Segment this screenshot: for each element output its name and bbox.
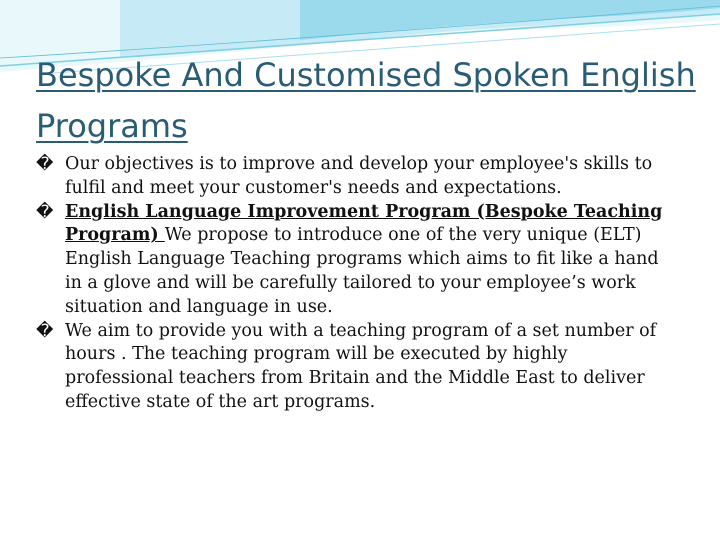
bullet-text: We propose to introduce one of the very unique (ELT) English Language Teaching programs which aims to fit like a hand in a glove and will be carefully tailored to your employee’s work situation and language in use. [65, 225, 659, 317]
bullet-list [36, 153, 676, 415]
bullet-item-teaching [36, 320, 676, 415]
bullet-icon: � [36, 201, 54, 222]
bullet-item-program [36, 201, 676, 320]
bullet-icon: � [36, 154, 54, 174]
slide-title: Bespoke And Customised Spoken English Programs [36, 56, 696, 145]
bullet-text: Our objectives is to improve and develop your employee's skills to fulfil and meet your customer's needs and expectations. [65, 154, 653, 198]
bullet-icon: � [36, 320, 54, 341]
program-name-emphasis: English Language Improvement Program (Bespoke Teaching Program) [65, 201, 663, 246]
bullet-text: We aim to provide you with a teaching program of a set number of hours . The teaching program will be executed by highly professional teachers from Britain and the Middle East to deliver effective state of the art programs. [65, 320, 657, 412]
bullet-item-objectives [36, 153, 676, 201]
